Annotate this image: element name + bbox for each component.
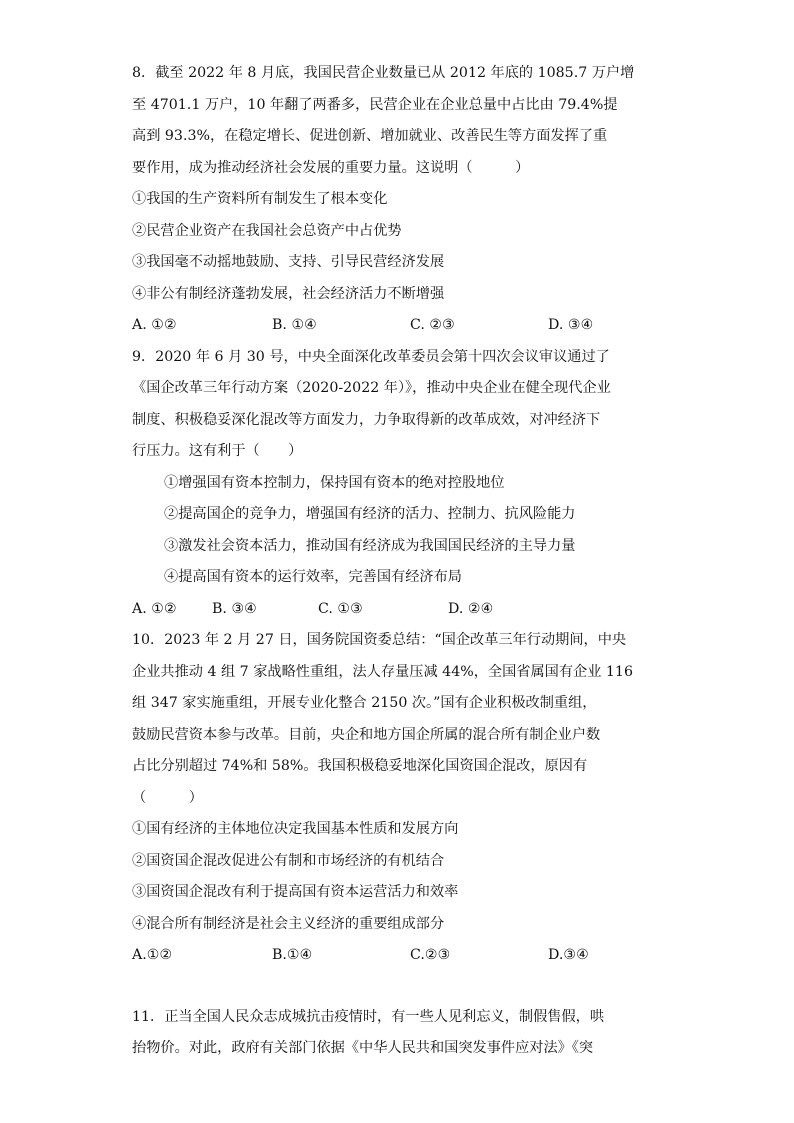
document-content (132, 58, 662, 1065)
q10-statement-4: ④混合所有制经济是社会主义经济的重要组成部分 (132, 915, 445, 932)
q9-stem-line: 行压力。这有利于（ ） (132, 443, 303, 459)
question-spacer (132, 972, 662, 1002)
q10-options (132, 940, 662, 972)
q10-stem-line: 10．2023 年 2 月 27 日，国务院国资委总结：“国企改革三年行动期间，中央 (132, 632, 627, 648)
q9-statement-1: ①增强国有资本控制力，保持国有资本的绝对控股地位 (164, 474, 505, 491)
q9-option-b: B. ③④ (212, 600, 257, 617)
q8-statement-1: ①我国的生产资料所有制发生了根本变化 (132, 191, 388, 207)
q8-statement-4: ④非公有制经济蓬勃发展，社会经济活力不断增强 (132, 285, 445, 302)
q10-statement-3: ③国资国企混改有利于提高国有资本运营活力和效率 (132, 884, 459, 900)
q10-statement-1: ①国有经济的主体地位决定我国基本性质和发展方向 (132, 821, 459, 837)
q9-option-d: D. ②④ (448, 600, 494, 617)
q10-stem-line: 组 347 家实施重组，开展专业化整合 2150 次。”国有企业积极改制重组， (132, 695, 597, 711)
q10-stem-line: 鼓励民营资本参与改革。目前，央企和地方国企所属的混合所有制企业户数 (132, 726, 601, 743)
q9-statement-4: ④提高国有资本的运行效率，完善国有经济布局 (164, 569, 462, 585)
q10-option-b: B.①④ (272, 947, 313, 963)
q8-options (132, 310, 662, 342)
q10-stem-line: （ ） (132, 789, 203, 806)
q8-option-c: C. ②③ (410, 317, 455, 333)
q10-option-c: C.②③ (410, 947, 451, 963)
q10-stem-line: 企业共推动 4 组 7 家战略性重组，法人存量压减 44%，全国省属国有企业 116 (132, 663, 633, 680)
q9-option-a: A. ①② (132, 600, 177, 617)
question-8 (132, 58, 662, 342)
q11-stem-line: 抬物价。对此，政府有关部门依据《中华人民共和国突发事件应对法》《突 (132, 1040, 594, 1056)
q11-stem-line: 11．正当全国人民众志成城抗击疫情时，有一些人见利忘义，制假售假，哄 (132, 1008, 605, 1025)
q9-stem-line: 制度、积极稳妥深化混改等方面发力，力争取得新的改革成效，对冲经济下 (132, 411, 601, 428)
question-10 (132, 625, 662, 972)
q10-statement-2: ②国资国企混改促进公有制和市场经济的有机结合 (132, 852, 445, 869)
q10-option-d: D.③④ (548, 947, 589, 963)
q9-option-c: C. ①③ (318, 600, 363, 617)
q8-option-b: B. ①④ (272, 317, 317, 333)
q9-statement-2: ②提高国企的竞争力，增强国有经济的活力、控制力、抗风险能力 (164, 506, 576, 522)
q9-stem-line: 《国企改革三年行动方案（2020-2022 年）》，推动中央企业在健全现代企业 (132, 380, 611, 396)
question-11 (132, 1002, 662, 1065)
q8-statement-3: ③我国毫不动摇地鼓励、支持、引导民营经济发展 (132, 254, 445, 270)
q9-options (132, 594, 662, 626)
q8-stem-line: 8．截至 2022 年 8 月底，我国民营企业数量已从 2012 年底的 1085.7 万户增 (132, 65, 635, 81)
q9-statement-3: ③激发社会资本活力，推动国有经济成为我国国民经济的主导力量 (164, 537, 576, 554)
q8-statement-2: ②民营企业资产在我国社会总资产中占优势 (132, 222, 402, 239)
q9-stem-line: 9．2020 年 6 月 30 号，中央全面深化改革委员会第十四次会议审议通过了 (132, 348, 610, 365)
q8-option-a: A. ①② (132, 317, 177, 333)
question-9 (132, 342, 662, 626)
q10-option-a: A.①② (132, 947, 173, 963)
q8-stem-line: 高到 93.3%，在稳定增长、促进创新、增加就业、改善民生等方面发挥了重 (132, 128, 608, 144)
q8-option-d: D. ③④ (548, 317, 594, 333)
q8-stem-line: 要作用，成为推动经济社会发展的重要力量。这说明（ ） (132, 159, 530, 176)
q10-stem-line: 占比分别超过 74%和 58%。我国积极稳妥地深化国资国企混改，原因有 (132, 758, 588, 774)
q8-stem-line: 至 4701.1 万户，10 年翻了两番多，民营企业在企业总量中占比由 79.4%提 (132, 96, 618, 113)
